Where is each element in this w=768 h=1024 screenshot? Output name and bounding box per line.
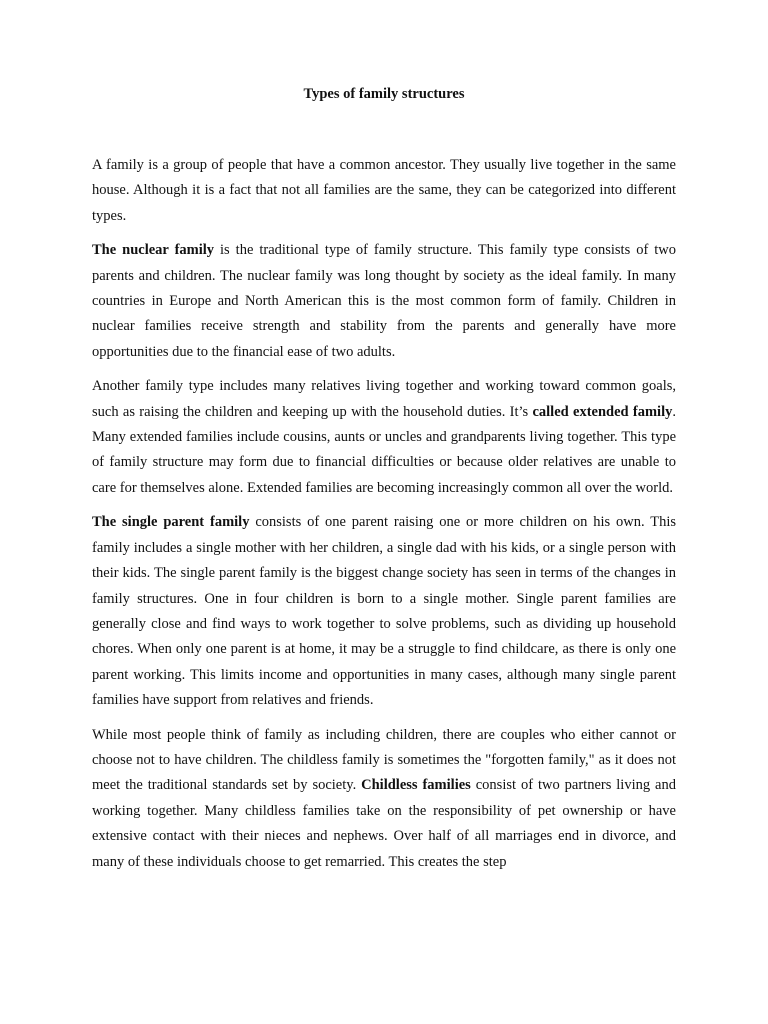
paragraph-text-before: Another family type includes many relatives living together and working toward common goals, such as raising the children and keeping up with the household duties. It’s xyxy=(92,378,676,420)
term-nuclear-family: The nuclear family xyxy=(92,242,215,259)
paragraph-text-after: consist of two partners living and working together. Many childless families take on the responsibility of pet ownership or have extensive contact with their nieces and nephews. Over half of all marriages end in divorce, and many of these individuals choose to get remarried. This creates the step xyxy=(92,777,676,870)
paragraph-intro xyxy=(92,153,676,229)
paragraph-nuclear-family xyxy=(92,238,676,365)
paragraph-text-after: . Many extended families include cousins, aunts or uncles and grandparents living together. This type of family structure may form due to financial difficulties or because older relatives are unable to care for themselves alone. Extended families are becoming increasingly common all over the world. xyxy=(92,403,676,496)
paragraph-text: A family is a group of people that have a common ancestor. They usually live together in the same house. Although it is a fact that not all families are the same, they can be categorized into different types. xyxy=(92,157,676,224)
paragraph-text: consists of one parent raising one or more children on his own. This family includes a single mother with her children, a single dad with his kids, or a single person with their kids. The single parent family is the biggest change society has seen in terms of the changes in family structures. One in four children is born to a single mother. Single parent families are generally close and find ways to work together to solve problems, such as dividing up household chores. When only one parent is at home, it may be a struggle to find childcare, as there is only one parent working. This limits income and opportunities in many cases, although many single parent families have support from relatives and friends. xyxy=(92,514,677,709)
paragraph-extended-family xyxy=(92,374,676,501)
document-title: Types of family structures xyxy=(303,86,465,102)
paragraph-text: is the traditional type of family structure. This family type consists of two parents and children. The nuclear family was long thought by society as the ideal family. In many countries in Europe and North American this is the most common form of family. Children in nuclear families receive strength and stability from the parents and generally have more opportunities due to the financial ease of two adults. xyxy=(92,242,677,360)
paragraph-single-parent-family xyxy=(92,510,676,713)
term-extended-family: called extended family xyxy=(532,403,673,420)
document-body xyxy=(92,153,676,884)
paragraph-text-before: While most people think of family as including children, there are couples who either cannot or choose not to have children. The childless family is sometimes the "forgotten family," as it does not meet the traditional standards set by society. xyxy=(92,726,676,794)
term-childless-families: Childless families xyxy=(361,777,471,794)
term-single-parent-family: The single parent family xyxy=(92,514,250,531)
paragraph-childless-family xyxy=(92,723,676,875)
